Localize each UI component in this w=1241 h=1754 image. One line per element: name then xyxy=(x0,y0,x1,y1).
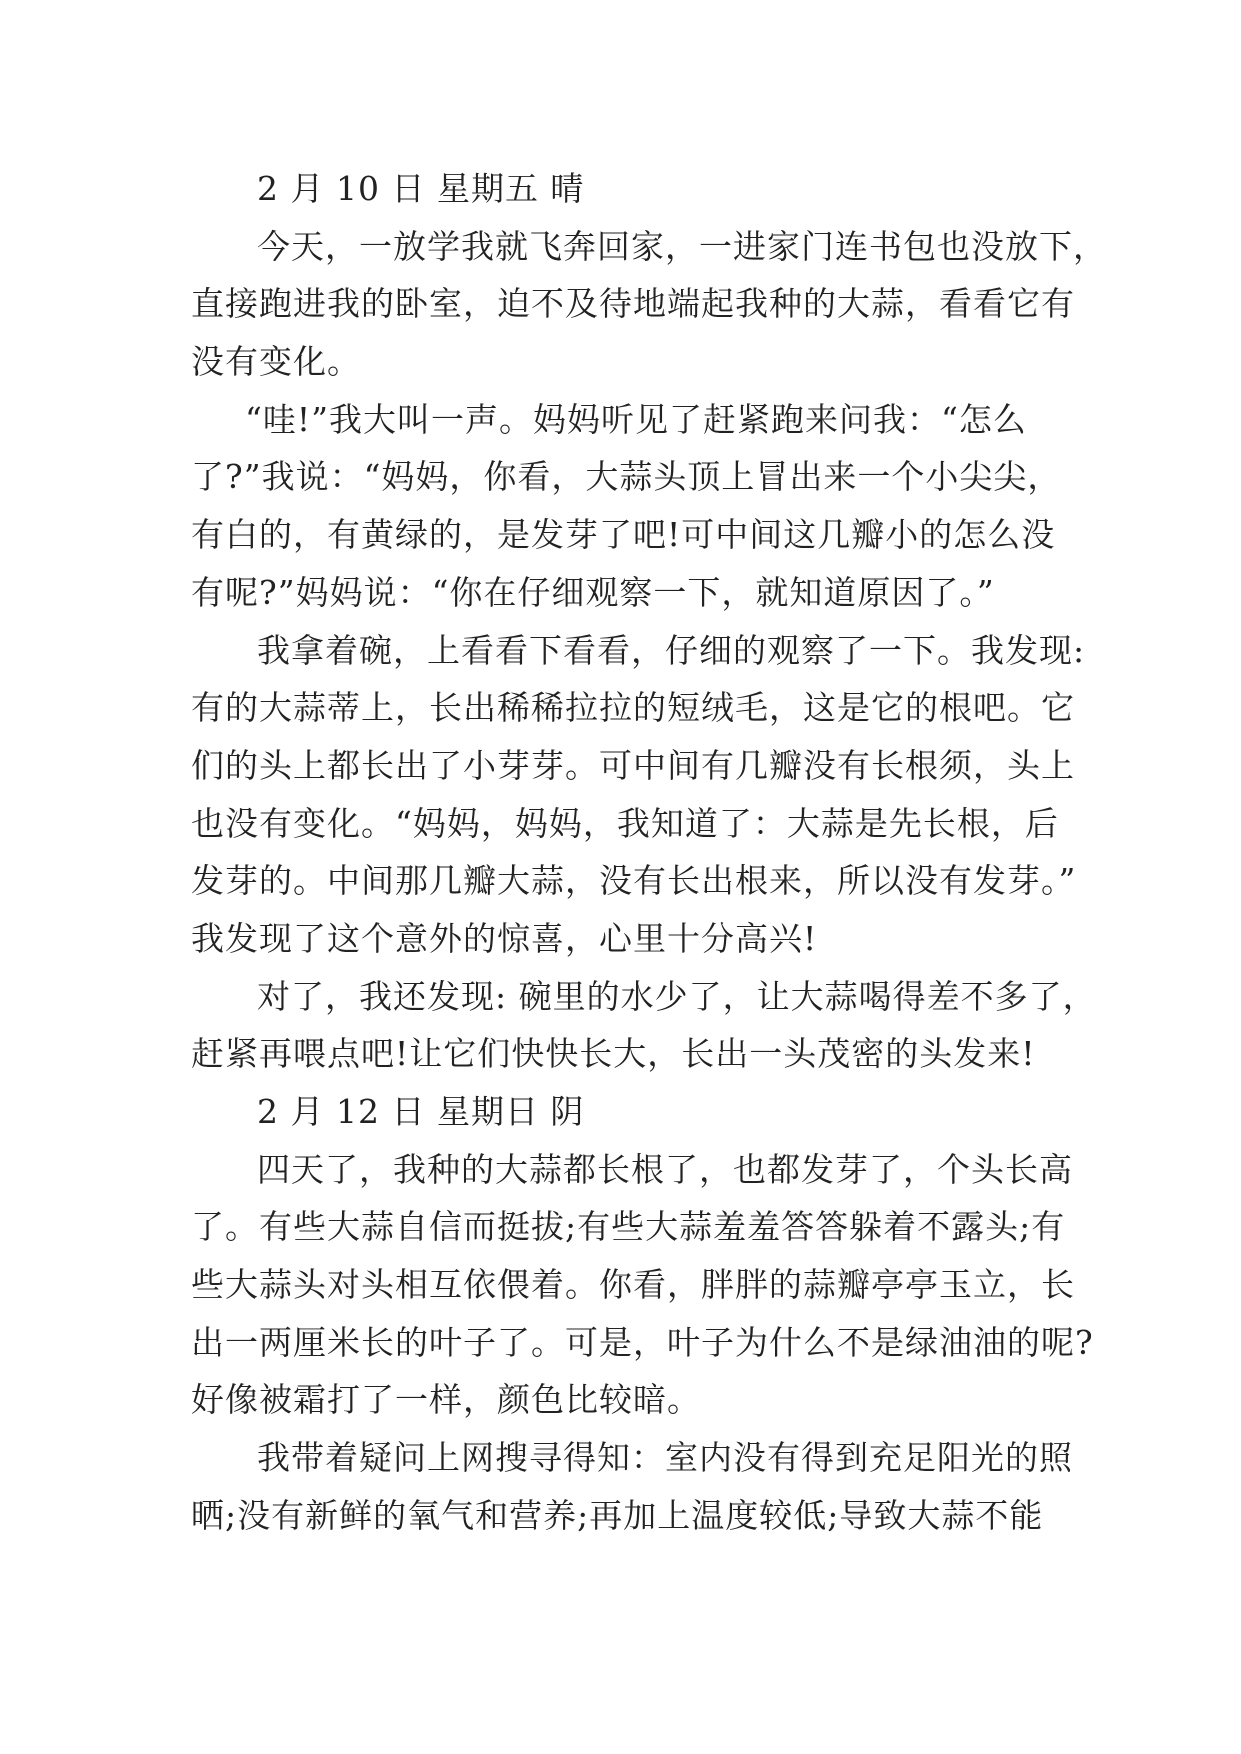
text-line: 今天，一放学我就飞奔回家，一进家门连书包也没放下， xyxy=(257,226,1107,266)
text-line: 有白的，有黄绿的，是发芽了吧!可中间这几瓣小的怎么没 xyxy=(191,515,1056,555)
text-line: 有的大蒜蒂上，长出稀稀拉拉的短绒毛，这是它的根吧。它 xyxy=(191,688,1075,728)
text-line: 了。有些大蒜自信而挺拔;有些大蒜羞羞答答躲着不露头;有 xyxy=(191,1207,1066,1247)
text-line: 出一两厘米长的叶子了。可是，叶子为什么不是绿油油的呢? xyxy=(191,1322,1094,1362)
diary-date-line: 2 月 12 日 星期日 阴 xyxy=(257,1092,585,1131)
text-line: 晒;没有新鲜的氧气和营养;再加上温度较低;导致大蒜不能 xyxy=(191,1495,1044,1535)
text-line: 赶紧再喂点吧!让它们快快长大，长出一头茂密的头发来! xyxy=(191,1034,1036,1074)
text-line: 四天了，我种的大蒜都长根了，也都发芽了，个头长高 xyxy=(257,1149,1073,1189)
text-line: “哇!”我大叫一声。妈妈听见了赶紧跑来问我：“怎么 xyxy=(245,399,1027,439)
diary-date-line: 2 月 10 日 星期五 晴 xyxy=(257,169,585,208)
text-line: 也没有变化。“妈妈，妈妈，我知道了：大蒜是先长根，后 xyxy=(191,803,1059,843)
text-line: 我拿着碗，上看看下看看，仔细的观察了一下。我发现: xyxy=(257,630,1086,670)
text-line: 了?”我说：“妈妈，你看，大蒜头顶上冒出来一个小尖尖， xyxy=(191,457,1062,497)
text-line: 发芽的。中间那几瓣大蒜，没有长出根来，所以没有发芽。” xyxy=(191,861,1077,901)
text-line: 好像被霜打了一样，颜色比较暗。 xyxy=(191,1380,701,1420)
text-line: 些大蒜头对头相互依偎着。你看，胖胖的蒜瓣亭亭玉立，长 xyxy=(191,1265,1075,1305)
text-line: 有呢?”妈妈说：“你在仔细观察一下，就知道原因了。” xyxy=(191,572,995,612)
text-line: 我带着疑问上网搜寻得知：室内没有得到充足阳光的照 xyxy=(257,1438,1073,1478)
text-line: 对了，我还发现: 碗里的水少了，让大蒜喝得差不多了， xyxy=(257,976,1097,1016)
document-page xyxy=(191,160,1107,1545)
text-line: 我发现了这个意外的惊喜，心里十分高兴! xyxy=(191,918,818,958)
text-line: 没有变化。 xyxy=(191,342,361,382)
text-line: 直接跑进我的卧室，迫不及待地端起我种的大蒜，看看它有 xyxy=(191,284,1075,324)
text-line: 们的头上都长出了小芽芽。可中间有几瓣没有长根须，头上 xyxy=(191,745,1075,785)
